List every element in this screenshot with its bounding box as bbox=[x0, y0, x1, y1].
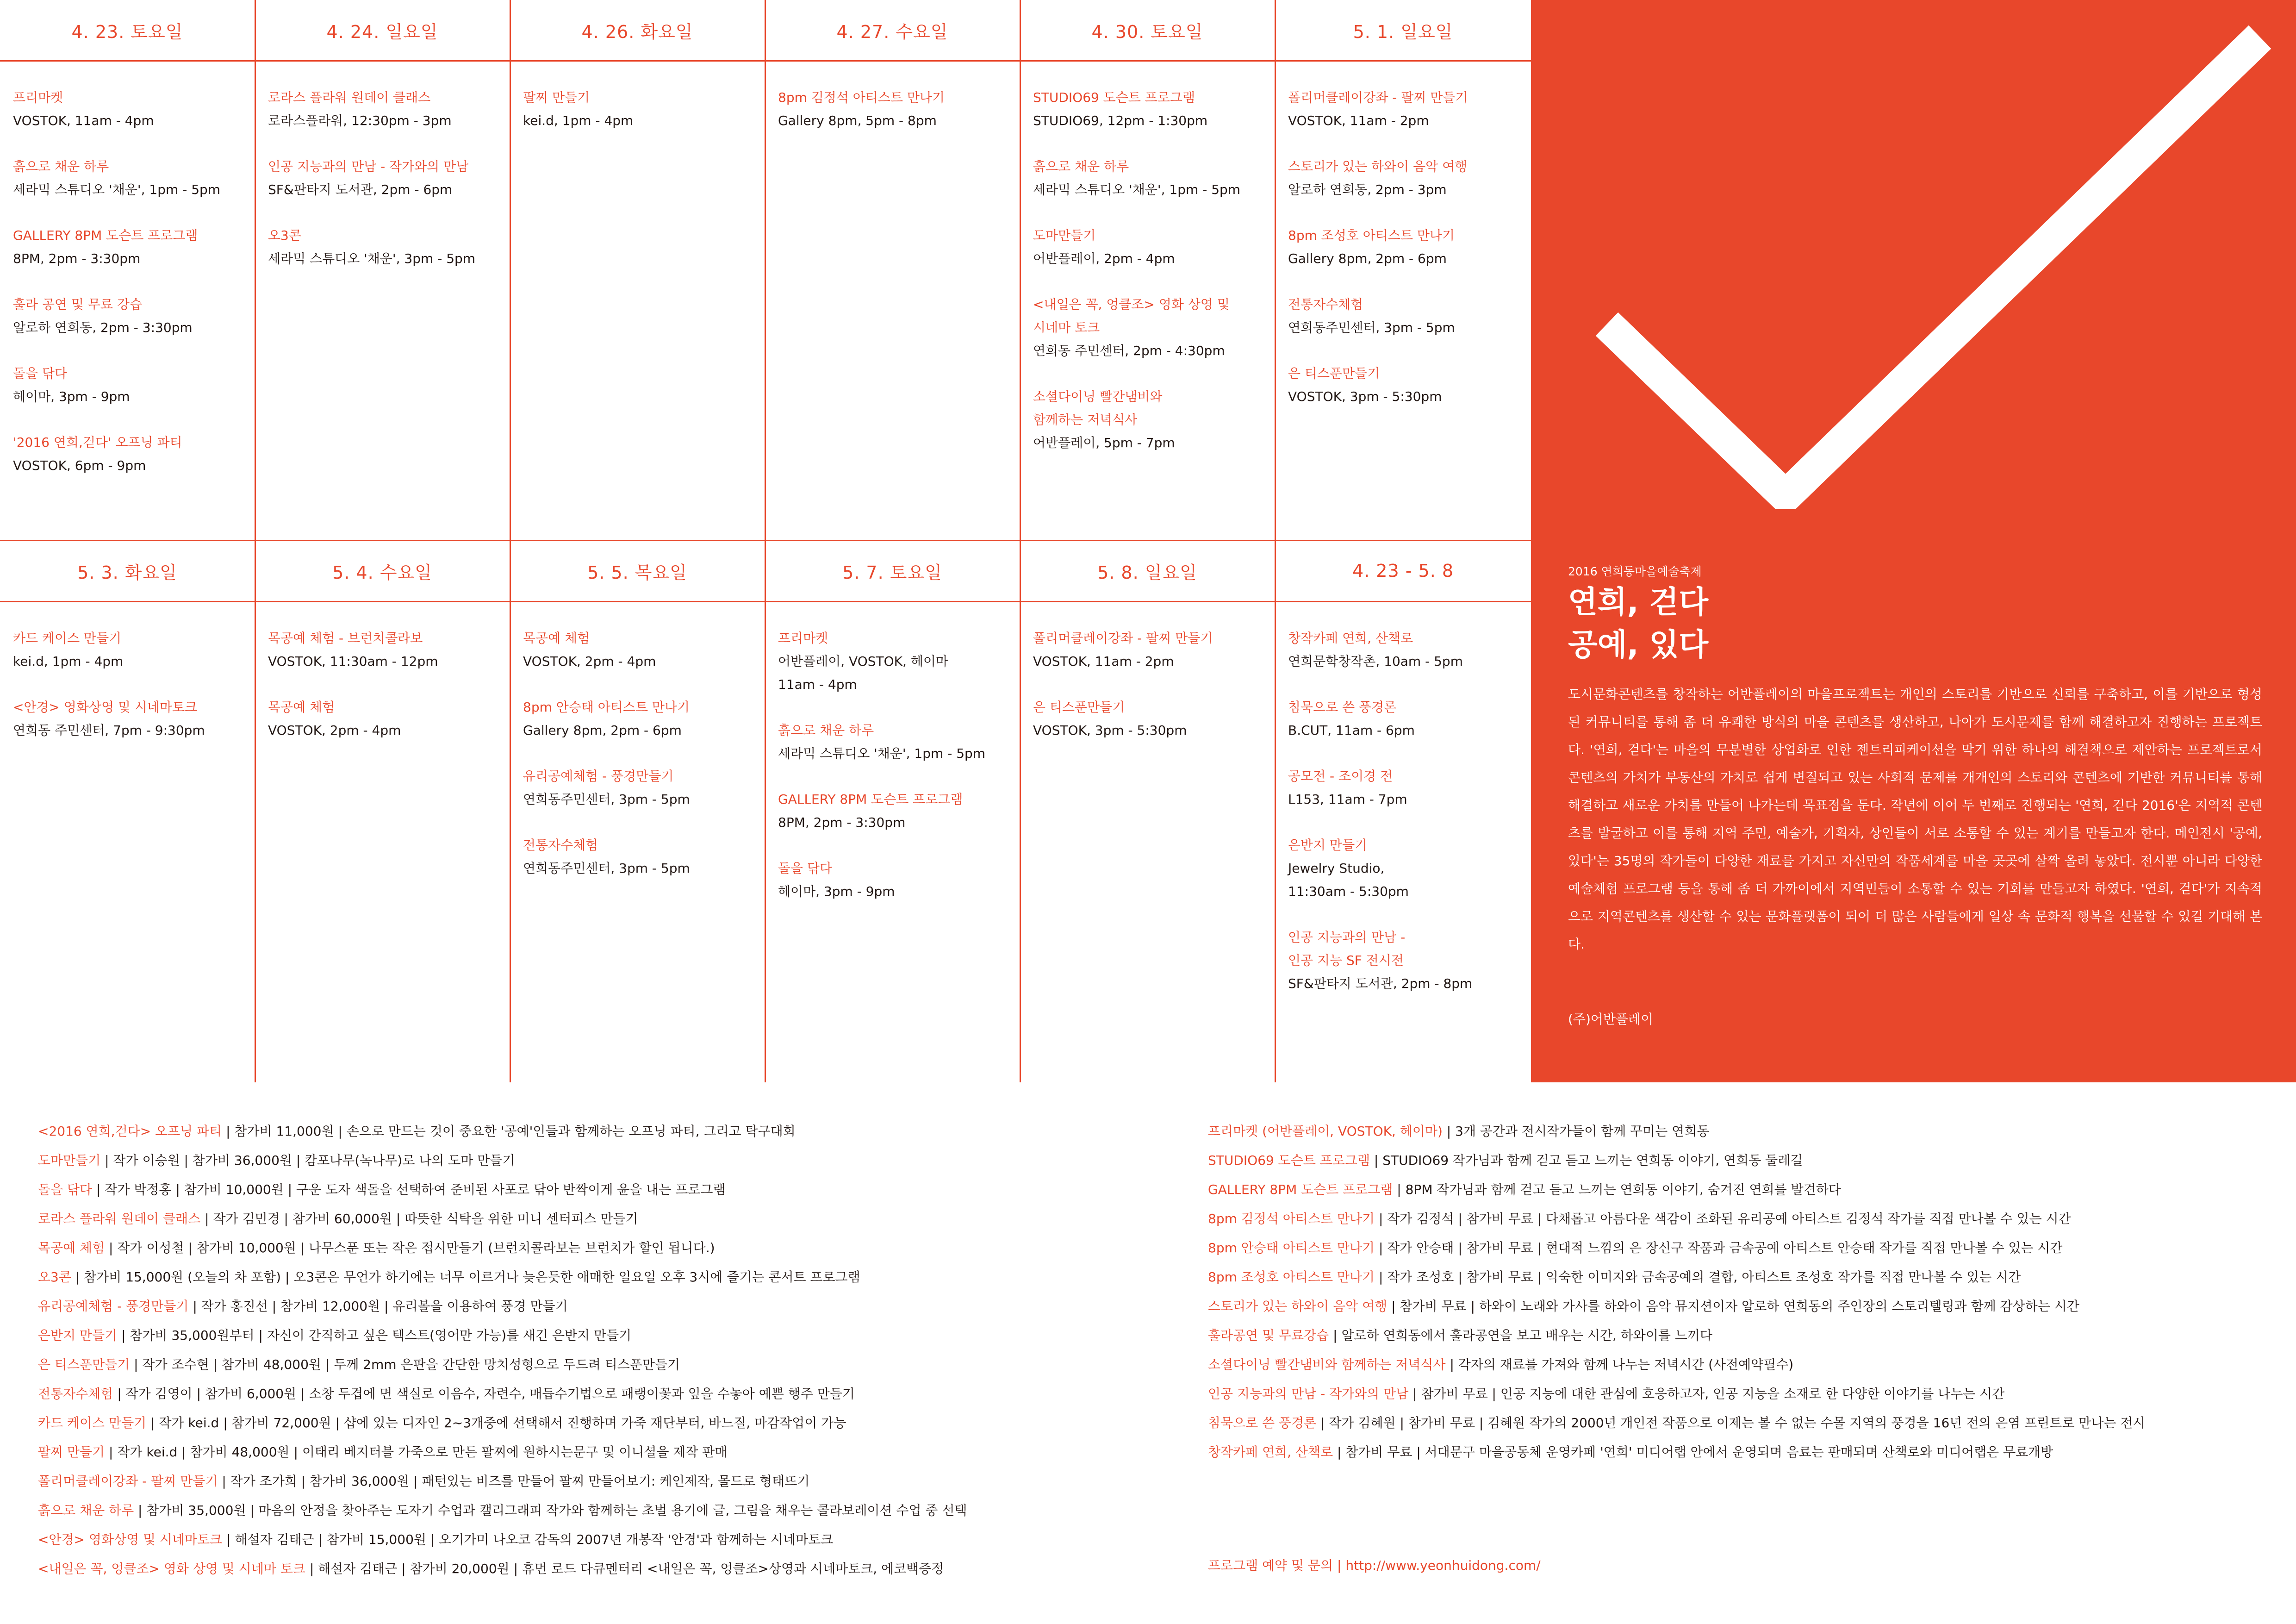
program-line bbox=[1208, 1233, 2282, 1262]
event-item bbox=[1288, 155, 1525, 201]
program-line bbox=[38, 1321, 1172, 1350]
contact-link[interactable]: http://www.yeonhuidong.com/ bbox=[1345, 1558, 1541, 1573]
program-line bbox=[38, 1262, 1172, 1292]
event-title: 소셜다이닝 빨간냄비와 함께하는 저녁식사 bbox=[1033, 389, 1163, 427]
day-column bbox=[1020, 0, 1276, 541]
day-column bbox=[1020, 541, 1276, 1082]
event-title: 침묵으로 쓴 풍경론 bbox=[1288, 700, 1397, 715]
event-item bbox=[523, 627, 759, 673]
event-detail: 세라믹 스튜디오 '채운', 1pm - 5pm bbox=[778, 746, 986, 761]
program-line bbox=[1208, 1117, 2282, 1146]
event-detail: SF&판타지 도서관, 2pm - 6pm bbox=[268, 182, 453, 197]
event-detail: VOSTOK, 3pm - 5:30pm bbox=[1033, 723, 1187, 738]
program-description: | 참가비 35,000원부터 | 자신이 간직하고 싶은 텍스트(영어만 가능)를 새긴 은반지 만들기 bbox=[117, 1328, 632, 1343]
event-detail: VOSTOK, 11am - 2pm bbox=[1033, 654, 1174, 669]
day-column bbox=[1275, 541, 1531, 1082]
day-column bbox=[0, 0, 256, 541]
day-column bbox=[765, 0, 1021, 541]
event-title: 돌을 닦다 bbox=[13, 366, 68, 381]
event-list bbox=[268, 627, 504, 765]
program-line bbox=[38, 1437, 1172, 1467]
event-detail: kei.d, 1pm - 4pm bbox=[523, 113, 634, 128]
event-detail: Gallery 8pm, 2pm - 6pm bbox=[1288, 251, 1447, 266]
festival-subtitle: 2016 연희동마을예술축제 bbox=[1568, 565, 1702, 578]
event-item bbox=[13, 431, 249, 477]
program-description: | 알로하 연희동에서 훌라공연을 보고 배우는 시간, 하와이를 느끼다 bbox=[1329, 1328, 1712, 1343]
event-list bbox=[13, 627, 249, 765]
program-line bbox=[38, 1175, 1172, 1204]
event-title: 은반지 만들기 bbox=[1288, 837, 1368, 853]
program-name: 8pm 김정석 아티스트 만나기 bbox=[1208, 1211, 1375, 1226]
day-column bbox=[1275, 0, 1531, 541]
event-detail: 8PM, 2pm - 3:30pm bbox=[778, 815, 906, 830]
program-name: 스토리가 있는 하와이 음악 여행 bbox=[1208, 1299, 1388, 1314]
event-detail: 로라스플라워, 12:30pm - 3pm bbox=[268, 113, 452, 128]
event-item bbox=[268, 224, 504, 270]
event-title: <안경> 영화상영 및 시네마토크 bbox=[13, 700, 198, 715]
day-column bbox=[255, 0, 511, 541]
event-detail: 헤이마, 3pm - 9pm bbox=[13, 389, 130, 404]
program-description: | 참가비 무료 | 서대문구 마을공동체 운영카페 '연희' 미디어랩 안에서 운영되며 음료는 판매되며 산책로와 미디어랩은 무료개방 bbox=[1333, 1444, 2053, 1460]
event-item bbox=[1288, 926, 1525, 995]
festival-title bbox=[1568, 581, 1708, 666]
program-name: <2016 연희,걷다> 오프닝 파티 bbox=[38, 1124, 222, 1139]
program-line bbox=[1208, 1379, 2282, 1408]
event-title: 창작카페 연희, 산책로 bbox=[1288, 631, 1413, 646]
program-name: 은반지 만들기 bbox=[38, 1328, 118, 1343]
event-detail: B.CUT, 11am - 6pm bbox=[1288, 723, 1415, 738]
program-description: | 작가 kei.d | 참가비 72,000원 | 샵에 있는 디자인 2~3개중에 선택해서 진행하며 가죽 재단부터, 바느질, 마감작업이 가능 bbox=[146, 1415, 846, 1430]
day-header: 5. 3. 화요일 bbox=[0, 541, 255, 602]
event-title: 돌을 닦다 bbox=[778, 861, 833, 876]
event-title: 전통자수체험 bbox=[1288, 297, 1363, 312]
event-detail: 연희동 주민센터, 2pm - 4:30pm bbox=[1033, 343, 1225, 358]
program-description: | 8PM 작가님과 함께 걷고 듣고 느끼는 연희동 이야기, 숨겨진 연희를 발견하다 bbox=[1393, 1182, 1841, 1197]
event-item bbox=[1033, 385, 1269, 455]
event-item bbox=[1288, 627, 1525, 673]
program-name: 흙으로 채운 하루 bbox=[38, 1503, 134, 1518]
event-title: 프리마켓 bbox=[13, 90, 63, 105]
program-line bbox=[38, 1117, 1172, 1146]
program-line bbox=[38, 1292, 1172, 1321]
event-list bbox=[1288, 86, 1525, 431]
event-detail: 알로하 연희동, 2pm - 3:30pm bbox=[13, 320, 193, 335]
program-name: 8pm 안승태 아티스트 만나기 bbox=[1208, 1240, 1375, 1255]
event-title: 은 티스푼만들기 bbox=[1288, 366, 1380, 381]
event-list bbox=[778, 86, 1014, 155]
program-name: 은 티스푼만들기 bbox=[38, 1357, 130, 1372]
event-item bbox=[778, 627, 1014, 696]
event-item bbox=[13, 224, 249, 270]
event-title: 전통자수체험 bbox=[523, 837, 598, 853]
program-description: | 참가비 35,000원 | 마음의 안정을 찾아주는 도자기 수업과 캘리그래피 작가와 함께하는 초벌 용기에 글, 그림을 채우는 콜라보레이션 수업 중 선택 bbox=[134, 1503, 967, 1518]
event-detail: VOSTOK, 3pm - 5:30pm bbox=[1288, 389, 1442, 404]
event-title: 폴리머클레이강좌 - 팔찌 만들기 bbox=[1033, 631, 1213, 646]
event-item bbox=[13, 362, 249, 408]
event-title: 목공예 체험 bbox=[268, 700, 335, 715]
event-title: 8pm 조성호 아티스트 만나기 bbox=[1288, 228, 1455, 243]
event-detail: STUDIO69, 12pm - 1:30pm bbox=[1033, 113, 1208, 128]
event-item bbox=[1033, 155, 1269, 201]
event-detail: 세라믹 스튜디오 '채운', 1pm - 5pm bbox=[1033, 182, 1241, 197]
event-item bbox=[268, 627, 504, 673]
event-detail: 연희동주민센터, 3pm - 5pm bbox=[1288, 320, 1455, 335]
program-name: 창작카페 연희, 산책로 bbox=[1208, 1444, 1333, 1460]
day-column bbox=[510, 541, 766, 1082]
event-detail: 8PM, 2pm - 3:30pm bbox=[13, 251, 141, 266]
program-description: | STUDIO69 작가님과 함께 걷고 듣고 느끼는 연희동 이야기, 연희동 둘레길 bbox=[1370, 1153, 1803, 1168]
program-description: | 해설자 김태근 | 참가비 15,000원 | 오기가미 나오코 감독의 2007년 개봉작 '안경'과 함께하는 시네마토크 bbox=[222, 1532, 834, 1547]
event-item bbox=[268, 155, 504, 201]
event-title: 프리마켓 bbox=[778, 631, 828, 646]
program-name: 팔찌 만들기 bbox=[38, 1444, 105, 1460]
event-title: 폴리머클레이강좌 - 팔찌 만들기 bbox=[1288, 90, 1468, 105]
festival-description: 도시문화콘텐츠를 창작하는 어반플레이의 마을프로젝트는 개인의 스토리를 기반으로 신뢰를 구축하고, 이를 기반으로 형성된 커뮤니티를 통해 좀 더 유쾌한 방식의 마을 콘텐츠를 생산하고, 나아가 도시문제를 함께 해결하고자 진행하는 프로젝트다. '연희, 걷다'는 마을의 무분별한 상업화로 인한 젠트리피케이션을 막기 위한 하나의 해결책으로 제안하는 프로젝트로서 콘텐츠의 가치가 부동산의 가치로 쉽게 변질되고 있는 사회적 문제를 개개인의 스토리와 콘텐츠에 기반한 커뮤니티를 통해 해결하고 새로운 가치를 만들어 나가는데 목표점을 둔다. 작년에 이어 두 번째로 진행되는 '연희, 걷다 2016'은 지역적 콘텐츠를 발굴하고 이를 통해 지역 주민, 예술가, 기획자, 상인들이 서로 소통할 수 있는 계기를 만들고자 한다. 메인전시 '공예, 있다'는 35명의 작가들이 다양한 재료를 가지고 자신만의 작품세계를 마을 곳곳에 살짝 올려 놓았다. 전시뿐 아니라 다양한 예술체험 프로그램 등을 통해 좀 더 가까이에서 지역민들이 소통할 수 있는 기회를 만들고자 하였다. '연희, 걷다'가 지속적으로 지역콘텐츠를 생산할 수 있는 문화플랫폼이 되어 더 많은 사람들에게 일상 속 문화적 행복을 선물할 수 있길 기대해 본다. bbox=[1568, 687, 2262, 952]
program-name: 인공 지능과의 만남 - 작가와의 만남 bbox=[1208, 1386, 1409, 1401]
event-item bbox=[1288, 293, 1525, 339]
program-description: | 작가 박정홍 | 참가비 10,000원 | 구운 도자 색돌을 선택하여 준비된 사포로 닦아 반짝이게 윤을 내는 프로그램 bbox=[92, 1182, 726, 1197]
program-line bbox=[38, 1379, 1172, 1408]
day-header: 5. 5. 목요일 bbox=[510, 541, 765, 602]
program-name: 목공예 체험 bbox=[38, 1240, 105, 1255]
program-name: 폴리머클레이강좌 - 팔찌 만들기 bbox=[38, 1474, 218, 1489]
event-detail: 연희동 주민센터, 7pm - 9:30pm bbox=[13, 723, 205, 738]
program-name: <안경> 영화상영 및 시네마토크 bbox=[38, 1532, 223, 1547]
checkmark-icon bbox=[1531, 0, 2296, 509]
program-line bbox=[1208, 1408, 2282, 1437]
program-description: | 작가 김민경 | 참가비 60,000원 | 따뜻한 식탁을 위한 미니 센터피스 만들기 bbox=[200, 1211, 638, 1226]
day-header: 5. 1. 일요일 bbox=[1275, 0, 1531, 62]
event-detail: VOSTOK, 2pm - 4pm bbox=[268, 723, 401, 738]
program-name: GALLERY 8PM 도슨트 프로그램 bbox=[1208, 1182, 1393, 1197]
event-item bbox=[523, 86, 759, 132]
schedule-grid bbox=[0, 0, 1531, 1082]
program-description: | 작가 조성호 | 참가비 무료 | 익숙한 이미지와 금속공예의 결합, 아티스트 조성호 작가를 직접 만나볼 수 있는 시간 bbox=[1375, 1269, 2021, 1285]
program-line bbox=[38, 1233, 1172, 1262]
festival-title-line1: 연희, 걷다 bbox=[1568, 584, 1709, 620]
day-header: 4. 23 - 5. 8 bbox=[1275, 541, 1531, 602]
program-description: | 3개 공간과 전시작가들이 함께 꾸미는 연희동 bbox=[1442, 1124, 1710, 1139]
event-detail: 어반플레이, 5pm - 7pm bbox=[1033, 435, 1175, 450]
event-item bbox=[778, 857, 1014, 903]
program-description: | 참가비 15,000원 (오늘의 차 포함) | 오3콘은 무언가 하기에는 너무 이르거나 늦은듯한 애매한 일요일 오후 3시에 즐기는 콘서트 프로그램 bbox=[71, 1269, 860, 1285]
program-description: | 작가 김영이 | 참가비 6,000원 | 소창 두겹에 면 색실로 이음수, 자련수, 매듭수기법으로 패랭이꽃과 잎을 수놓아 예쁜 행주 만들기 bbox=[113, 1386, 855, 1401]
day-header: 5. 8. 일요일 bbox=[1020, 541, 1275, 602]
event-title: 유리공예체험 - 풍경만들기 bbox=[523, 768, 674, 784]
program-line bbox=[38, 1525, 1172, 1554]
program-name: 훌라공연 및 무료강습 bbox=[1208, 1328, 1329, 1343]
program-line bbox=[1208, 1437, 2282, 1467]
event-detail: 연희문학창작촌, 10am - 5pm bbox=[1288, 654, 1463, 669]
program-line bbox=[1208, 1321, 2282, 1350]
program-description: | 작가 김혜원 | 참가비 무료 | 김혜원 작가의 2000년 개인전 작품으로 이제는 볼 수 없는 수몰 지역의 풍경을 16년 전의 은염 프린트로 만나는 전시 bbox=[1316, 1415, 2146, 1430]
event-title: 목공예 체험 bbox=[523, 631, 590, 646]
event-item bbox=[1288, 834, 1525, 903]
event-title: 로라스 플라워 원데이 클래스 bbox=[268, 90, 431, 105]
day-column bbox=[255, 541, 511, 1082]
event-title: GALLERY 8PM 도슨트 프로그램 bbox=[778, 792, 963, 807]
event-item bbox=[268, 696, 504, 742]
program-line bbox=[38, 1204, 1172, 1233]
program-line bbox=[38, 1554, 1172, 1583]
program-line bbox=[1208, 1292, 2282, 1321]
event-title: 카드 케이스 만들기 bbox=[13, 631, 122, 646]
event-detail: 어반플레이, VOSTOK, 헤이마 11am - 4pm bbox=[778, 654, 948, 692]
event-item bbox=[1288, 765, 1525, 811]
event-item bbox=[523, 696, 759, 742]
day-header: 4. 27. 수요일 bbox=[765, 0, 1020, 62]
program-name: 도마만들기 bbox=[38, 1153, 101, 1168]
contact-label: 프로그램 예약 및 문의 bbox=[1208, 1558, 1333, 1573]
event-item bbox=[1033, 86, 1269, 132]
event-list bbox=[268, 86, 504, 293]
event-detail: 어반플레이, 2pm - 4pm bbox=[1033, 251, 1175, 266]
day-column bbox=[510, 0, 766, 541]
program-list-left bbox=[38, 1117, 1172, 1583]
event-detail: VOSTOK, 11am - 2pm bbox=[1288, 113, 1429, 128]
program-name: 전통자수체험 bbox=[38, 1386, 113, 1401]
event-item bbox=[1033, 224, 1269, 270]
event-item bbox=[1033, 627, 1269, 673]
program-description: | 작가 김정석 | 참가비 무료 | 다채롭고 아름다운 색감이 조화된 유리공예 아티스트 김정석 작가를 직접 만나볼 수 있는 시간 bbox=[1375, 1211, 2071, 1226]
program-line bbox=[38, 1408, 1172, 1437]
program-name: 소셜다이닝 빨간냄비와 함께하는 저녁식사 bbox=[1208, 1357, 1446, 1372]
event-list bbox=[523, 86, 759, 155]
event-list bbox=[778, 627, 1014, 926]
event-detail: Gallery 8pm, 5pm - 8pm bbox=[778, 113, 937, 128]
contact-separator: | bbox=[1333, 1558, 1346, 1573]
program-name: 돌을 닦다 bbox=[38, 1182, 93, 1197]
event-item bbox=[1033, 293, 1269, 362]
program-description: | 참가비 무료 | 하와이 노래와 가사를 하와이 음악 뮤지션이자 알로하 연희동의 주인장의 스토리텔링과 함께 감상하는 시간 bbox=[1387, 1299, 2079, 1314]
program-name: 오3콘 bbox=[38, 1269, 71, 1285]
program-description: | 작가 kei.d | 참가비 48,000원 | 이태리 베지터블 가죽으로 만든 팔찌에 원하시는문구 및 이니셜을 제작 판매 bbox=[105, 1444, 728, 1460]
program-description: | 각자의 재료를 가져와 함께 나누는 저녁시간 (사전예약필수) bbox=[1445, 1357, 1794, 1372]
event-title: GALLERY 8PM 도슨트 프로그램 bbox=[13, 228, 198, 243]
event-detail: Gallery 8pm, 2pm - 6pm bbox=[523, 723, 682, 738]
program-description: | 해설자 김태근 | 참가비 20,000원 | 휴먼 로드 다큐멘터리 <내일은 꼭, 엉클조>상영과 시네마토크, 에코백증정 bbox=[305, 1561, 944, 1576]
program-name: <내일은 꼭, 엉클조> 영화 상영 및 시네마 토크 bbox=[38, 1561, 305, 1576]
event-detail: 세라믹 스튜디오 '채운', 1pm - 5pm bbox=[13, 182, 221, 197]
program-name: 카드 케이스 만들기 bbox=[38, 1415, 147, 1430]
event-detail: VOSTOK, 11am - 4pm bbox=[13, 113, 154, 128]
program-name: STUDIO69 도슨트 프로그램 bbox=[1208, 1153, 1370, 1168]
event-list bbox=[1288, 627, 1525, 1018]
event-title: 공모전 - 조이경 전 bbox=[1288, 768, 1393, 784]
event-item bbox=[778, 788, 1014, 834]
day-header: 4. 24. 일요일 bbox=[255, 0, 510, 62]
program-line bbox=[1208, 1350, 2282, 1379]
festival-organizer: (주)어반플레이 bbox=[1568, 1012, 1654, 1027]
event-item bbox=[1288, 86, 1525, 132]
event-detail: 알로하 연희동, 2pm - 3pm bbox=[1288, 182, 1447, 197]
event-list bbox=[1033, 86, 1269, 477]
event-item bbox=[778, 719, 1014, 765]
event-item bbox=[523, 765, 759, 811]
event-detail: VOSTOK, 6pm - 9pm bbox=[13, 458, 146, 473]
event-list bbox=[13, 86, 249, 500]
day-column bbox=[0, 541, 256, 1082]
program-line bbox=[38, 1496, 1172, 1525]
event-title: 인공 지능과의 만남 - 인공 지능 SF 전시전 bbox=[1288, 930, 1406, 968]
event-title: '2016 연희,걷다' 오프닝 파티 bbox=[13, 435, 182, 450]
program-description: | 작가 이승원 | 참가비 36,000원 | 캄포나무(녹나무)로 나의 도마 만들기 bbox=[100, 1153, 515, 1168]
program-line bbox=[1208, 1175, 2282, 1204]
event-list bbox=[523, 627, 759, 903]
event-item bbox=[1288, 696, 1525, 742]
event-title: 도마만들기 bbox=[1033, 228, 1096, 243]
event-detail: kei.d, 1pm - 4pm bbox=[13, 654, 124, 669]
event-item bbox=[13, 627, 249, 673]
program-list-right bbox=[1208, 1117, 2282, 1467]
event-item bbox=[1288, 224, 1525, 270]
program-name: 로라스 플라워 원데이 클래스 bbox=[38, 1211, 201, 1226]
day-header: 5. 4. 수요일 bbox=[255, 541, 510, 602]
festival-title-line2: 공예, 있다 bbox=[1568, 627, 1709, 662]
event-detail: SF&판타지 도서관, 2pm - 8pm bbox=[1288, 976, 1473, 991]
program-line bbox=[38, 1350, 1172, 1379]
event-title: STUDIO69 도슨트 프로그램 bbox=[1033, 90, 1195, 105]
event-item bbox=[13, 696, 249, 742]
event-title: 8pm 김정석 아티스트 만나기 bbox=[778, 90, 945, 105]
event-detail: 연희동주민센터, 3pm - 5pm bbox=[523, 792, 690, 807]
event-title: 흙으로 채운 하루 bbox=[13, 159, 109, 174]
event-title: 은 티스푼만들기 bbox=[1033, 700, 1125, 715]
event-title: <내일은 꼭, 엉클조> 영화 상영 및 시네마 토크 bbox=[1033, 297, 1230, 335]
event-title: 8pm 안승태 아티스트 만나기 bbox=[523, 700, 690, 715]
event-title: 인공 지능과의 만남 - 작가와의 만남 bbox=[268, 159, 469, 174]
event-detail: 연희동주민센터, 3pm - 5pm bbox=[523, 861, 690, 876]
event-item bbox=[778, 86, 1014, 132]
program-name: 8pm 조성호 아티스트 만나기 bbox=[1208, 1269, 1375, 1285]
program-description: | 참가비 11,000원 | 손으로 만드는 것이 중요한 '공예'인들과 함께하는 오프닝 파티, 그리고 탁구대회 bbox=[222, 1124, 796, 1139]
event-detail: 세라믹 스튜디오 '채운', 3pm - 5pm bbox=[268, 251, 476, 266]
event-title: 흙으로 채운 하루 bbox=[1033, 159, 1129, 174]
event-title: 팔찌 만들기 bbox=[523, 90, 590, 105]
program-name: 프리마켓 (어반플레이, VOSTOK, 헤이마) bbox=[1208, 1124, 1443, 1139]
event-detail: L153, 11am - 7pm bbox=[1288, 792, 1407, 807]
event-title: 흙으로 채운 하루 bbox=[778, 723, 874, 738]
program-name: 유리공예체험 - 풍경만들기 bbox=[38, 1299, 189, 1314]
day-header: 4. 30. 토요일 bbox=[1020, 0, 1275, 62]
event-title: 스토리가 있는 하와이 음악 여행 bbox=[1288, 159, 1468, 174]
event-item bbox=[523, 834, 759, 880]
event-detail: Jewelry Studio, 11:30am - 5:30pm bbox=[1288, 861, 1409, 899]
program-line bbox=[1208, 1204, 2282, 1233]
event-detail: VOSTOK, 11:30am - 12pm bbox=[268, 654, 438, 669]
event-detail: VOSTOK, 2pm - 4pm bbox=[523, 654, 656, 669]
program-line bbox=[38, 1467, 1172, 1496]
event-item bbox=[13, 155, 249, 201]
contact-line bbox=[1208, 1555, 1541, 1574]
program-name: 침묵으로 쓴 풍경론 bbox=[1208, 1415, 1317, 1430]
program-description: | 참가비 무료 | 인공 지능에 대한 관심에 호응하고자, 인공 지능을 소재로 한 다양한 이야기를 나누는 시간 bbox=[1408, 1386, 2005, 1401]
event-title: 목공예 체험 - 브런치콜라보 bbox=[268, 631, 423, 646]
program-description: | 작가 조수현 | 참가비 48,000원 | 두께 2mm 은판을 간단한 망치성형으로 두드려 티스푼만들기 bbox=[130, 1357, 680, 1372]
event-item bbox=[13, 86, 249, 132]
program-description: | 작가 홍진선 | 참가비 12,000원 | 유리볼을 이용하여 풍경 만들기 bbox=[188, 1299, 568, 1314]
program-line bbox=[38, 1146, 1172, 1175]
day-column bbox=[765, 541, 1021, 1082]
event-item bbox=[1033, 696, 1269, 742]
program-description: | 작가 안승태 | 참가비 무료 | 현대적 느낌의 은 장신구 작품과 금속공예 아티스트 안승태 작가를 직접 만나볼 수 있는 시간 bbox=[1375, 1240, 2063, 1255]
program-description: | 작가 조가희 | 참가비 36,000원 | 패턴있는 비즈를 만들어 팔찌 만들어보기: 케인제작, 몰드로 형태뜨기 bbox=[218, 1474, 810, 1489]
day-header: 5. 7. 토요일 bbox=[765, 541, 1020, 602]
program-line bbox=[1208, 1262, 2282, 1292]
event-detail: 헤이마, 3pm - 9pm bbox=[778, 884, 895, 899]
event-list bbox=[1033, 627, 1269, 765]
day-header: 4. 26. 화요일 bbox=[510, 0, 765, 62]
event-title: 오3콘 bbox=[268, 228, 301, 243]
event-item bbox=[268, 86, 504, 132]
event-item bbox=[13, 293, 249, 339]
day-header: 4. 23. 토요일 bbox=[0, 0, 255, 62]
program-description: | 작가 이성철 | 참가비 10,000원 | 나무스푼 또는 작은 접시만들기 (브런치콜라보는 브런치가 할인 됩니다.) bbox=[105, 1240, 715, 1255]
event-item bbox=[1288, 362, 1525, 408]
festival-panel bbox=[1531, 0, 2296, 1082]
event-title: 훌라 공연 및 무료 강습 bbox=[13, 297, 143, 312]
program-line bbox=[1208, 1146, 2282, 1175]
